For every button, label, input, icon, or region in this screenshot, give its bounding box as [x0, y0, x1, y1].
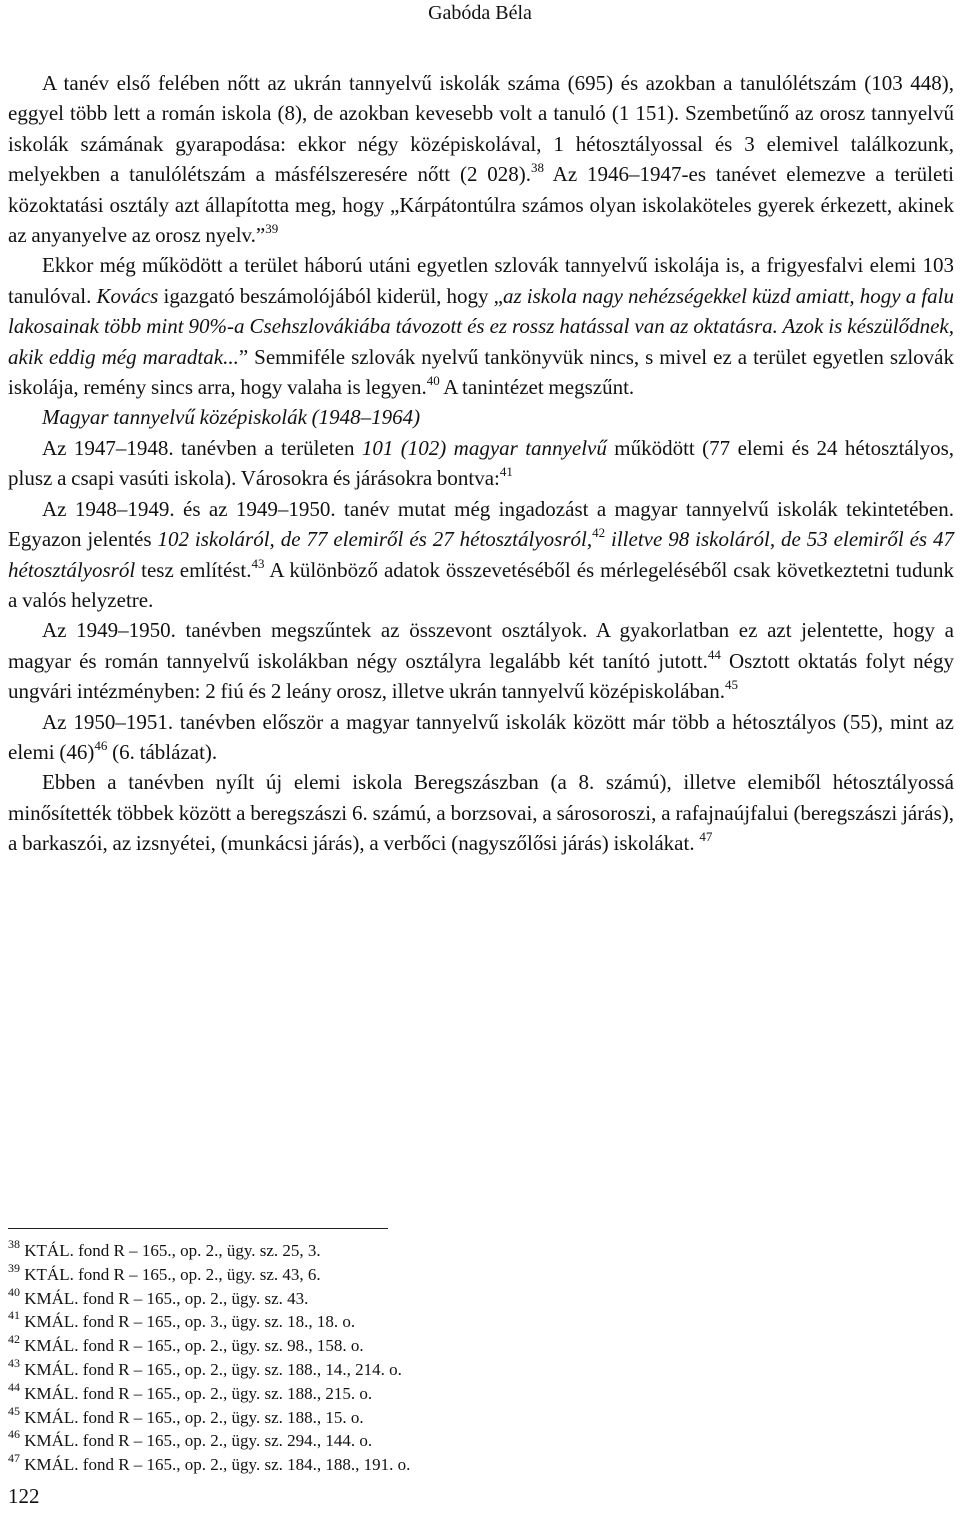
text-run: Az 1948–1949. és az 1949–1950. tanév mutat még ingadozást a magyar tannyelvű iskolák tekintetében. Egyazon jelentés — [8, 496, 954, 552]
footnote — [8, 1379, 608, 1406]
text-run: (6. táblázat). — [107, 739, 218, 764]
footnote-number: 42 — [8, 1332, 20, 1347]
text-run: Az 1949–1950. tanévben megszűntek az összevont osztályok. A gyakorlatban ez azt jelentette, hogy a magyar és román tannyelvű iskolákban négy osztályra legalább két tanító jutott. — [8, 618, 954, 673]
footnote-number: 39 — [8, 1260, 20, 1275]
text-run: Ebben a tanévben nyílt új elemi iskola Beregszászban (a 8. számú), illetve elemiből hétosztályossá minősítették többek között a beregszászi 6. számú, a borzsovai, a sárosoroszi, a rafajnaújfalui (beregszászi járás), a barkaszói, az izsnyétei, (munkácsi járás), a verbőci (nagyszőlősi járás) iskolákat. — [8, 770, 954, 856]
text-run: Az 1947–1948. tanévben a területen — [42, 435, 362, 460]
footnote-text: KMÁL. fond R – 165., op. 2., ügy. sz. 188., 215. o. — [20, 1383, 373, 1403]
footnote-text: KMÁL. fond R – 165., op. 3., ügy. sz. 18., 18. o. — [20, 1312, 356, 1332]
paragraph-1 — [8, 68, 954, 250]
footnote-text: KTÁL. fond R – 165., op. 2., ügy. sz. 43, 6. — [20, 1264, 321, 1284]
footnote-text: KMÁL. fond R – 165., op. 2., ügy. sz. 294., 144. o. — [20, 1431, 373, 1451]
footnote-ref-38[interactable]: 38 — [531, 160, 545, 176]
footnote-number: 47 — [8, 1451, 20, 1466]
text-run: Az 1950–1951. tanévben először a magyar tannyelvű iskolák között már több a hétosztályos (55), mint az elemi (46) — [8, 709, 954, 764]
paragraph-3 — [8, 433, 954, 494]
footnote-ref-47[interactable]: 47 — [699, 829, 713, 845]
footnote-number: 45 — [8, 1403, 20, 1418]
footnote-ref-43[interactable]: 43 — [251, 555, 265, 571]
section-heading: Magyar tannyelvű középiskolák (1948–1964) — [42, 405, 421, 430]
text-run: működött (77 elemi és 24 hétosztályos, plusz a csapi vasúti iskola). Városokra és járásokra bontva: — [8, 435, 954, 491]
footnote-text: KMÁL. fond R – 165., op. 2., ügy. sz. 188., 14., 214. o. — [20, 1359, 402, 1379]
footnote-separator — [8, 1228, 388, 1229]
footnote — [8, 1334, 608, 1358]
footnote-number: 44 — [8, 1379, 20, 1394]
body-text — [8, 68, 954, 859]
footnote-ref-40[interactable]: 40 — [426, 373, 440, 389]
footnote-ref-42[interactable]: 42 — [592, 525, 606, 541]
text-run: Az 1946–1947-es tanévet elemezve a területi közoktatási osztály azt állapította meg, hogy „Kárpátontúlra számos olyan iskolaköteles gyerek érkezett, akinek az anyanyelve az orosz nyelv.” — [8, 162, 954, 248]
footnote-number: 43 — [8, 1355, 20, 1370]
footnotes — [8, 1228, 608, 1477]
footnote — [8, 1429, 608, 1453]
paragraph-6 — [8, 707, 954, 768]
footnote — [8, 1260, 608, 1287]
footnote — [8, 1355, 608, 1382]
emphasis: 102 iskoláról, de 77 elemiről és 27 hétosztályosról, — [157, 527, 593, 552]
quotation: az iskola nagy nehézségekkel küzd amiatt, hogy a falu lakosainak több mint 90%-a Csehszlovákiába távozott és ez rossz hatással van az oktatásra. Azok is készülődnek, akik eddig még maradtak... — [8, 283, 954, 369]
footnote-number: 46 — [8, 1427, 20, 1442]
footnote — [8, 1403, 608, 1430]
text-run: Osztott oktatás folyt négy ungvári intézményben: 2 fiú és 2 leány orosz, illetve ukrán tannyelvű középiskolában. — [8, 648, 954, 704]
text-run: igazgató beszámolójából kiderül, hogy „ — [158, 283, 503, 308]
footnote — [8, 1239, 608, 1263]
text-run: ” Semmiféle szlovák nyelvű tankönyvük nincs, s mivel ez a terület egyetlen szlovák iskolája, remény sincs arra, hogy valaha is legyen. — [8, 344, 954, 400]
running-head: Gabóda Béla — [428, 2, 532, 24]
emphasis: illetve 98 iskoláról, de 53 elemiről és 47 hétosztályosról — [8, 527, 954, 582]
paragraph-2 — [8, 250, 954, 402]
footnote — [8, 1284, 608, 1311]
footnote-text: KMÁL. fond R – 165., op. 2., ügy. sz. 184., 188., 191. o. — [20, 1455, 411, 1475]
footnote-number: 40 — [8, 1284, 20, 1299]
footnote-ref-45[interactable]: 45 — [725, 677, 739, 693]
footnote-ref-41[interactable]: 41 — [499, 464, 513, 480]
text-run: tesz említést. — [135, 557, 252, 582]
text-run: A tanév első felében nőtt az ukrán tannyelvű iskolák száma (695) és azokban a tanulólétszám (103 448), eggyel több lett a román iskola (8), de azokban kevesebb volt a tanuló (1 151). Szembetűnő az orosz tannyelvű iskolák számának gyarapodása: ekkor négy középiskolával, 1 hétosztályossal és 3 elemivel találkozunk, melyekben a tanulólétszám a másfélszeresére nőtt (2 028). — [8, 71, 954, 187]
footnote-text: KTÁL. fond R – 165., op. 2., ügy. sz. 25, 3. — [20, 1241, 321, 1260]
paragraph-4 — [8, 494, 954, 616]
text-run: A tanintézet megszűnt. — [439, 375, 635, 400]
text-run: A különböző adatok összevetéséből és mérlegeléséből csak következtetni tudunk a valós helyzetre. — [8, 557, 955, 612]
footnote-text: KMÁL. fond R – 165., op. 2., ügy. sz. 188., 15. o. — [20, 1407, 364, 1427]
page-number: 122 — [8, 1484, 40, 1508]
footnote-text: KMÁL. fond R – 165., op. 2., ügy. sz. 43. — [20, 1288, 309, 1308]
person-name: Kovács — [96, 283, 159, 308]
emphasis: 101 (102) magyar tannyelvű — [361, 435, 607, 460]
footnote-ref-46[interactable]: 46 — [94, 737, 108, 753]
footnote-number: 41 — [8, 1308, 20, 1323]
footnote-ref-44[interactable]: 44 — [707, 646, 721, 662]
paragraph-5 — [8, 615, 954, 706]
paragraph-7 — [8, 767, 954, 858]
footnote-number: 38 — [8, 1237, 20, 1251]
footnote — [8, 1453, 608, 1477]
footnote — [8, 1310, 608, 1334]
text-run: Ekkor még működött a terület háború utáni egyetlen szlovák tannyelvű iskolája is, a frigyesfalvi elemi 103 tanulóval. — [8, 253, 954, 308]
footnote-ref-39[interactable]: 39 — [265, 221, 279, 237]
footnote-text: KMÁL. fond R – 165., op. 2., ügy. sz. 98., 158. o. — [20, 1336, 364, 1356]
